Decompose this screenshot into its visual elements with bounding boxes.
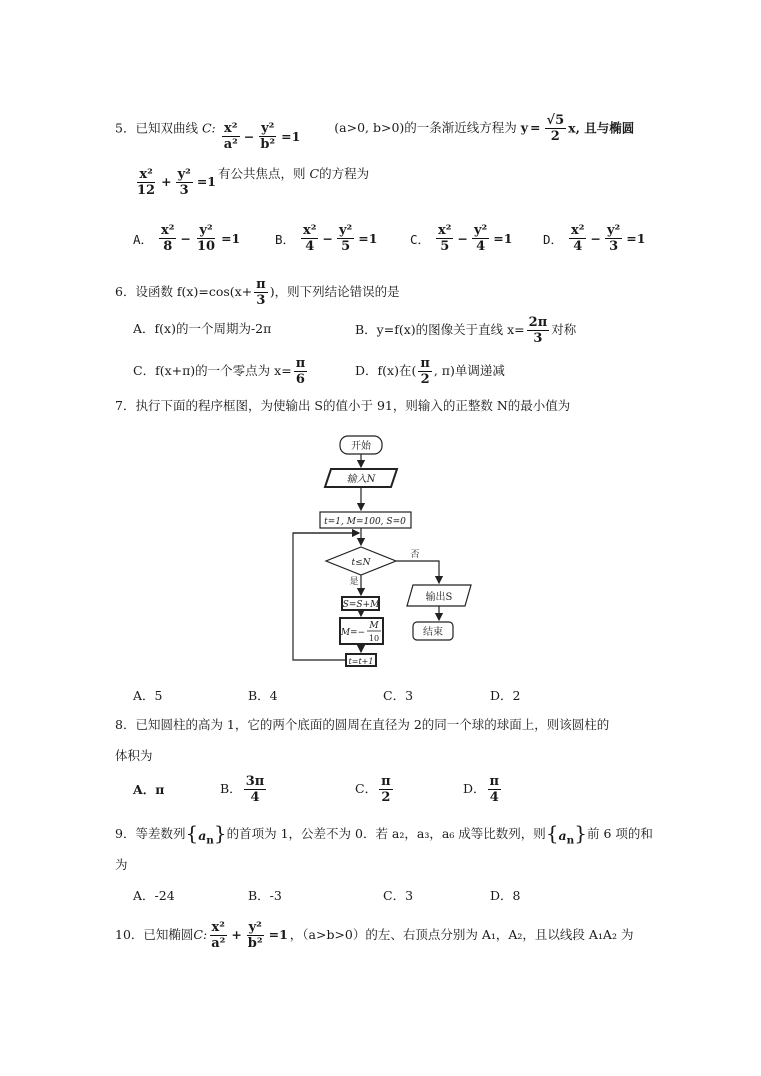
q9-stem-line1: 9．等差数列 $\{a_n\}$ 的首项为 1，公差不为 0．若 a₂，a₃，a₆ 成等比数列，则 $\{a_n\}$ 前 6 项的和 [115, 821, 653, 847]
ellipse-c-equation: x² a² + $\frac{\text{y²}}{\text{b²}}$ =1 [211, 920, 288, 951]
flow-start-label: 开始 [351, 441, 371, 452]
q8-option-c[interactable]: C． π 2 [355, 774, 391, 805]
q9-option-a[interactable]: A．-24 [133, 888, 175, 903]
q7-option-c[interactable]: C．3 [383, 688, 414, 703]
q8-option-d[interactable]: D． π 4 [463, 774, 500, 805]
q6-stem: 6． 设函数 f(x)=cos(x+ $\frac{\pi}{3}$ )，则下列结论错误的是 [115, 277, 400, 308]
q8-option-b[interactable]: B． 3π 4 [220, 774, 265, 805]
q8-stem-line2: 体积为 [115, 748, 153, 763]
q8-stem-line1: 8．已知圆柱的高为 1，它的两个底面的圆周在直径为 2的同一个球的球面上，则该圆柱的 [115, 717, 610, 732]
flow-input-label: 输入N [346, 474, 376, 485]
flow-init-label: t=1, M=100, S=0 [324, 517, 406, 527]
q10-stem: 10．已知椭圆 C: x² a² + $\frac{\text{y²}}{\text{b²}}$ =1 ，（a>b>0）的左、右顶点分别为 A₁，A₂，且以线段 A₁A₂ 为 [115, 920, 634, 951]
q7-stem: 7．执行下面的程序框图，为使输出 S的值小于 91，则输入的正整数 N的最小值为 [115, 398, 571, 413]
q6-option-d[interactable]: D．f(x)在( π 2 , π)单调递减 [355, 356, 505, 387]
q6-option-c[interactable]: C．f(x+π)的一个零点为 x= $\frac{\pi}{6}$ [133, 356, 306, 387]
q6-option-b[interactable]: B．y=f(x)的图像关于直线 x= $\frac{2\pi}{3}$ 对称 [355, 315, 577, 346]
flow-condition-label: t≤N [351, 558, 371, 568]
q7-option-b[interactable]: B．4 [248, 688, 278, 703]
ellipse-equation: x² 12 + $\frac{\text{y²}}{3}$ =1 [137, 167, 216, 198]
flow-sum-label: S=S+M [342, 600, 380, 610]
sequence-symbol-2: $\{a_n\}$ [545, 821, 587, 847]
q5-option-d[interactable]: D． x² 4 − $\frac{\text{y²}}{3}$ =1 [543, 223, 646, 254]
program-flowchart [285, 430, 485, 675]
sequence-symbol: $\{a_n\}$ [185, 821, 227, 847]
q7-option-d[interactable]: D．2 [490, 688, 521, 703]
q6-option-a[interactable]: A．f(x)的一个周期为-2π [133, 321, 272, 336]
flow-end-label: 结束 [423, 627, 443, 638]
flow-m-num: M [369, 621, 379, 631]
flow-no-label: 否 [410, 550, 420, 560]
q7-option-a[interactable]: A．5 [133, 688, 163, 703]
q5-option-b[interactable]: B． x² 4 − $\frac{\text{y²}}{5}$ =1 [275, 223, 378, 254]
q5-option-a[interactable]: A． x² 8 − $\frac{\text{y²}}{10}$ =1 [133, 223, 241, 254]
q5-line1: 5．已知双曲线 C: x² a² − $\frac{\text{y²}}{\text{b²}}$ =1 (a>0, b>0)的一条渐近线方程为 y = $\frac{√5}{2}$ x, 且与椭圆 [115, 113, 635, 153]
flow-m-den: 10 [368, 634, 380, 643]
flow-m-label: M=− [340, 628, 366, 638]
q9-option-d[interactable]: D．8 [490, 888, 521, 903]
q9-option-b[interactable]: B．-3 [248, 888, 282, 903]
q5-line2: x² 12 + $\frac{\text{y²}}{3}$ =1 有公共焦点，则 C的方程为 [133, 168, 369, 197]
q5-option-c[interactable]: C． x² 5 − $\frac{\text{y²}}{4}$ =1 [410, 223, 513, 254]
q9-option-c[interactable]: C．3 [383, 888, 414, 903]
asymptote-equation: y = $\frac{√5}{2}$ [520, 113, 565, 144]
q8-option-a[interactable]: A．π [133, 782, 165, 797]
flow-output-label: 输出S [425, 592, 453, 603]
hyperbola-equation: x² a² − $\frac{\text{y²}}{\text{b²}}$ =1 [223, 121, 301, 153]
q9-stem-line2: 为 [115, 857, 128, 872]
flow-yes-label: 是 [349, 577, 359, 587]
flow-increment-label: t=t+1 [348, 657, 374, 666]
